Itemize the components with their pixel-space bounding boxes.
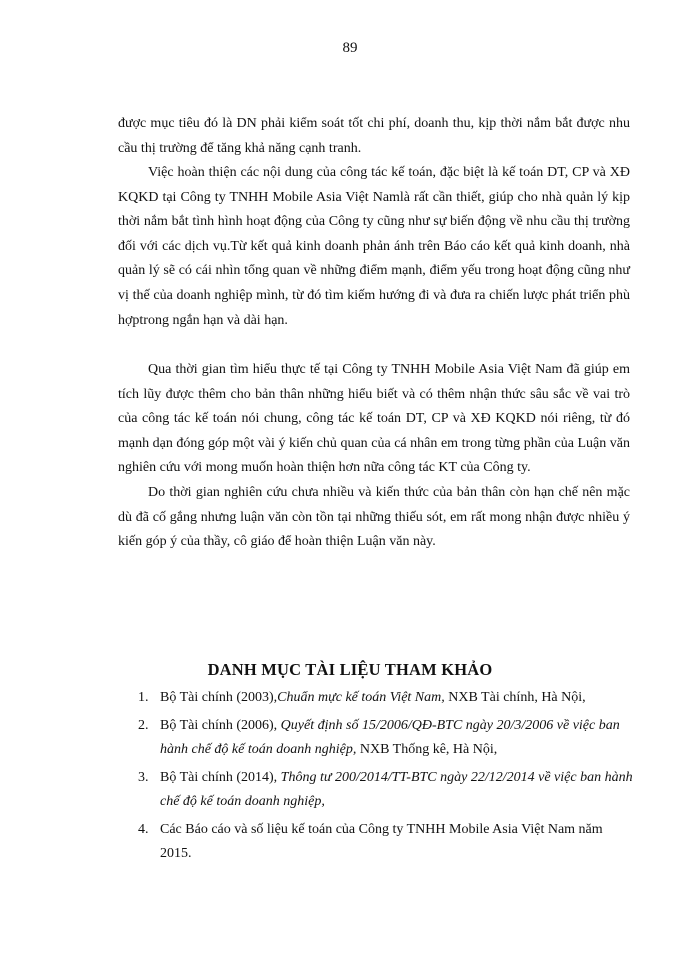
reference-item (118, 766, 633, 814)
reference-author: Bộ Tài chính (2006), (160, 718, 281, 733)
paragraph-1: được mục tiêu đó là DN phải kiểm soát tốt chi phí, doanh thu, kịp thời nắm bắt được nhu cầu thị trường để tăng khả năng cạnh tranh. (118, 116, 630, 156)
references-list (118, 686, 633, 870)
reference-title: Chuẩn mực kế toán Việt Nam, (277, 690, 445, 705)
references-heading: DANH MỤC TÀI LIỆU THAM KHẢO (207, 660, 493, 679)
reference-number: 4. (138, 822, 149, 837)
paragraph-3: Qua thời gian tìm hiểu thực tế tại Công ty TNHH Mobile Asia Việt Nam đã giúp em tích lũy được thêm cho bản thân những hiểu biết và có thêm nhận thức sâu sắc về vai trò của công tác kế toán nói chung, công tác kế toán DT, CP và XĐ KQKD nói riêng, từ đó mạnh dạn đóng góp một vài ý kiến chủ quan của cá nhân em trong từng phần của Luận văn nghiên cứu với mong muốn hoàn thiện hơn nữa công tác KT của Công ty. (118, 362, 630, 476)
reference-item (118, 686, 633, 710)
page-number: 89 (342, 40, 358, 56)
reference-title: Thông tư 200/2014/TT-BTC ngày 22/12/2014 về việc ban hành chế độ kế toán doanh nghiệp, (160, 770, 633, 809)
reference-number: 3. (138, 770, 149, 785)
paragraph-4: Do thời gian nghiên cứu chưa nhiều và kiến thức của bản thân còn hạn chế nên mặc dù đã cố gắng nhưng luận văn còn tồn tại những thiếu sót, em rất mong nhận được nhiều ý kiến góp ý của thầy, cô giáo để hoàn thiện Luận văn này. (118, 485, 630, 550)
reference-title: Quyết định số 15/2006/QĐ-BTC ngày 20/3/2006 về việc ban hành chế độ kế toán doanh nghiệp, (160, 718, 620, 757)
reference-item (118, 714, 633, 762)
reference-publisher: NXB Thống kê, Hà Nội, (356, 742, 498, 757)
reference-number: 2. (138, 718, 149, 733)
reference-author: Bộ Tài chính (2003), (160, 690, 278, 705)
reference-author: Bộ Tài chính (2014), (160, 770, 281, 785)
reference-publisher: NXB Tài chính, Hà Nội, (444, 690, 586, 705)
reference-number: 1. (138, 690, 149, 705)
paragraph-2: Việc hoàn thiện các nội dung của công tác kế toán, đặc biệt là kế toán DT, CP và XĐ KQKD tại Công ty TNHH Mobile Asia Việt Namlà rất cần thiết, giúp cho nhà quản lý kịp thời nắm bắt tình hình hoạt động của Công ty cũng như sự biến động về nhu cầu thị trường đối với các dịch vụ.Từ kết quả kinh doanh phản ánh trên Báo cáo kết quả kinh doanh, nhà quản lý sẽ có cái nhìn tổng quan về những điểm mạnh, điểm yếu trong hoạt động cũng như vị thế của doanh nghiệp mình, từ đó tìm kiếm hướng đi và đưa ra chiến lược phát triển phù hợptrong ngắn hạn và dài hạn. (118, 165, 630, 328)
reference-item (118, 818, 633, 866)
reference-text: Các Báo cáo và số liệu kế toán của Công ty TNHH Mobile Asia Việt Nam năm 2015. (160, 822, 603, 861)
